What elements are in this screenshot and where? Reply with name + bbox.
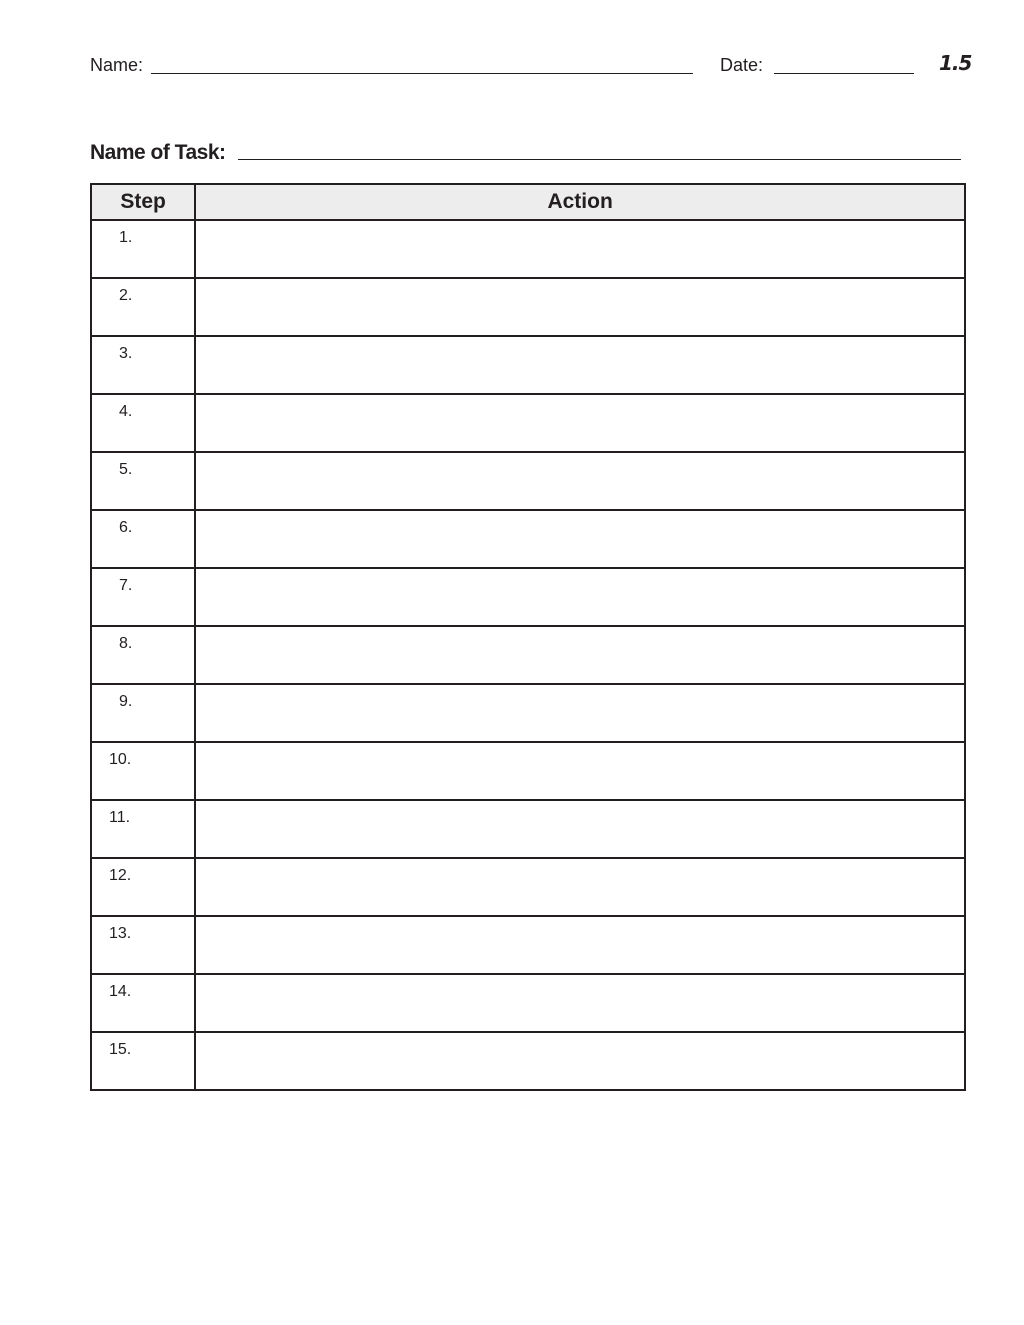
action-cell[interactable] <box>195 1032 965 1090</box>
table-header-row <box>91 184 965 220</box>
action-cell[interactable] <box>195 626 965 684</box>
page-number: 1.5 <box>939 51 972 75</box>
action-cell[interactable] <box>195 684 965 742</box>
table-row <box>91 452 965 510</box>
table-row <box>91 626 965 684</box>
date-field-line[interactable] <box>774 73 914 74</box>
steps-table <box>90 183 966 1091</box>
step-number: 11. <box>109 809 131 826</box>
step-number: 2. <box>119 287 133 304</box>
table-row <box>91 278 965 336</box>
table-row <box>91 742 965 800</box>
step-cell <box>91 626 195 684</box>
step-number: 12. <box>109 867 132 884</box>
table-row <box>91 1032 965 1090</box>
action-cell[interactable] <box>195 568 965 626</box>
table-row <box>91 336 965 394</box>
step-number: 9. <box>119 693 133 710</box>
step-number: 14. <box>109 983 132 1000</box>
step-cell <box>91 394 195 452</box>
action-cell[interactable] <box>195 220 965 278</box>
step-cell <box>91 858 195 916</box>
action-cell[interactable] <box>195 510 965 568</box>
action-cell[interactable] <box>195 394 965 452</box>
step-number: 5. <box>119 461 133 478</box>
action-cell[interactable] <box>195 278 965 336</box>
table-row <box>91 510 965 568</box>
step-cell <box>91 220 195 278</box>
table-row <box>91 394 965 452</box>
action-cell[interactable] <box>195 916 965 974</box>
step-cell <box>91 1032 195 1090</box>
column-header-step: Step <box>91 184 195 220</box>
step-number: 13. <box>109 925 132 942</box>
step-number: 10. <box>109 751 132 768</box>
date-label: Date: <box>720 55 764 75</box>
task-name-field-line[interactable] <box>238 159 961 160</box>
step-cell <box>91 568 195 626</box>
worksheet-header <box>0 0 1024 100</box>
table-row <box>91 974 965 1032</box>
step-number: 6. <box>119 519 133 536</box>
step-number: 7. <box>119 577 133 594</box>
step-cell <box>91 800 195 858</box>
name-field-line[interactable] <box>151 73 693 74</box>
step-number: 1. <box>119 229 133 246</box>
action-cell[interactable] <box>195 858 965 916</box>
step-cell <box>91 278 195 336</box>
action-cell[interactable] <box>195 336 965 394</box>
step-number: 4. <box>119 403 133 420</box>
table-row <box>91 916 965 974</box>
action-cell[interactable] <box>195 742 965 800</box>
step-number: 3. <box>119 345 133 362</box>
step-number: 8. <box>119 635 133 652</box>
table-row <box>91 858 965 916</box>
table-row <box>91 220 965 278</box>
step-cell <box>91 974 195 1032</box>
step-cell <box>91 452 195 510</box>
steps-table-body <box>91 220 965 1090</box>
table-row <box>91 568 965 626</box>
step-cell <box>91 916 195 974</box>
table-row <box>91 684 965 742</box>
name-label: Name: <box>90 55 144 75</box>
step-cell <box>91 336 195 394</box>
action-cell[interactable] <box>195 800 965 858</box>
step-number: 15. <box>109 1041 132 1058</box>
step-cell <box>91 742 195 800</box>
task-name-label: Name of Task: <box>90 141 226 164</box>
action-cell[interactable] <box>195 974 965 1032</box>
step-cell <box>91 684 195 742</box>
action-cell[interactable] <box>195 452 965 510</box>
table-row <box>91 800 965 858</box>
column-header-action: Action <box>195 184 965 220</box>
step-cell <box>91 510 195 568</box>
